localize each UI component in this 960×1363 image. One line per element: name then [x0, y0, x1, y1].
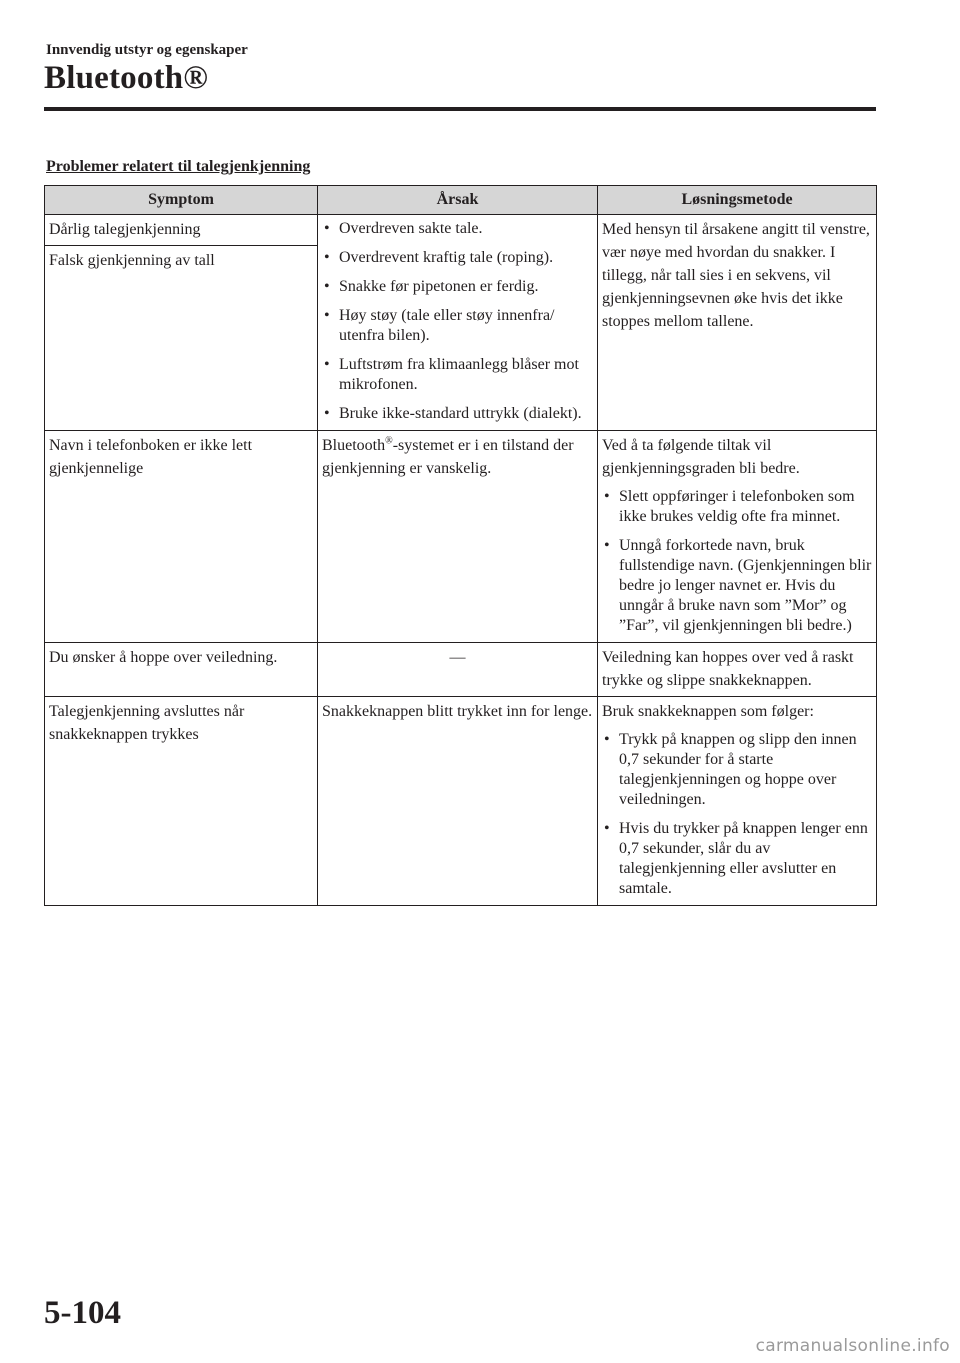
- solution-cell: [598, 431, 877, 643]
- list-item: • Trykk på knappen og slipp den innen 0,7 sekunder for å starte talegjenkjenningen og hoppe over veiledningen.: [602, 730, 872, 810]
- list-item: • Bruke ikke-standard uttrykk (dialekt).: [322, 404, 593, 424]
- solution-cell: [598, 697, 877, 906]
- solution-list: [602, 730, 872, 899]
- registered-mark: ®: [385, 435, 393, 447]
- cause-list: [322, 219, 593, 424]
- page-number: 5-104: [44, 1295, 121, 1331]
- column-header-symptom: Symptom: [45, 186, 318, 215]
- cause-cell: [318, 431, 598, 643]
- table-row: [45, 643, 877, 697]
- title-divider: [44, 107, 876, 111]
- symptom-cell: Dårlig talegjenkjenning: [45, 215, 318, 246]
- table-row: [45, 431, 877, 643]
- cause-text-suffix: -systemet er i en tilstand der gjenkjenning er vanskelig.: [322, 437, 574, 477]
- cause-cell: Snakkeknappen blitt trykket inn for lenge.: [318, 697, 598, 906]
- cause-cell: —: [318, 643, 598, 697]
- symptom-cell: Du ønsker å hoppe over veiledning.: [45, 643, 318, 697]
- column-header-solution: Løsningsmetode: [598, 186, 877, 215]
- list-item: • Snakke før pipetonen er ferdig.: [322, 277, 593, 297]
- list-item: • Høy støy (tale eller støy innenfra/ utenfra bilen).: [322, 306, 593, 346]
- cause-cell: [318, 215, 598, 431]
- column-header-cause: Årsak: [318, 186, 598, 215]
- solution-list: [602, 487, 872, 636]
- solution-cell: Veiledning kan hoppes over ved å raskt trykke og slippe snakkeknappen.: [598, 643, 877, 697]
- table-row: [45, 215, 877, 246]
- cause-text-prefix: Bluetooth: [322, 437, 386, 454]
- solution-intro: Ved å ta følgende tiltak vil gjenkjenningsgraden bli bedre.: [602, 437, 800, 477]
- section-label: Innvendig utstyr og egenskaper: [46, 42, 248, 58]
- symptom-cell: Navn i telefonboken er ikke lett gjenkjennelige: [45, 431, 318, 643]
- table-header-row: [45, 186, 877, 215]
- troubleshooting-table: [44, 185, 877, 906]
- solution-text: Med hensyn til årsakene angitt til venstre, vær nøye med hvordan du snakker. I tillegg, når tall sies i en sekvens, vil gjenkjenningsevnen øke hvis det ikke stoppes mellom tallene.: [602, 221, 870, 330]
- symptom-cell: Falsk gjenkjenning av tall: [45, 246, 318, 431]
- table-row: [45, 697, 877, 906]
- watermark: carmanualsonline.info: [755, 1336, 950, 1356]
- subsection-title: Problemer relatert til talegjenkjenning: [46, 158, 311, 175]
- list-item: • Unngå forkortede navn, bruk fullstendige navn. (Gjenkjenningen blir bedre jo lenger navnet er. Hvis du unngår å bruke navn som ”Mor” og ”Far”, vil gjenkjenningen bli bedre.): [602, 536, 872, 636]
- page-title: Bluetooth®: [44, 60, 209, 96]
- solution-intro: Bruk snakkeknappen som følger:: [602, 703, 814, 720]
- list-item: • Overdrevent kraftig tale (roping).: [322, 248, 593, 268]
- symptom-cell: Talegjenkjenning avsluttes når snakkeknappen trykkes: [45, 697, 318, 906]
- list-item: • Overdreven sakte tale.: [322, 219, 593, 239]
- list-item: • Luftstrøm fra klimaanlegg blåser mot mikrofonen.: [322, 355, 593, 395]
- solution-cell: [598, 215, 877, 431]
- list-item: • Hvis du trykker på knappen lenger enn 0,7 sekunder, slår du av talegjenkjenning eller avslutter en samtale.: [602, 819, 872, 899]
- list-item: • Slett oppføringer i telefonboken som ikke brukes veldig ofte fra minnet.: [602, 487, 872, 527]
